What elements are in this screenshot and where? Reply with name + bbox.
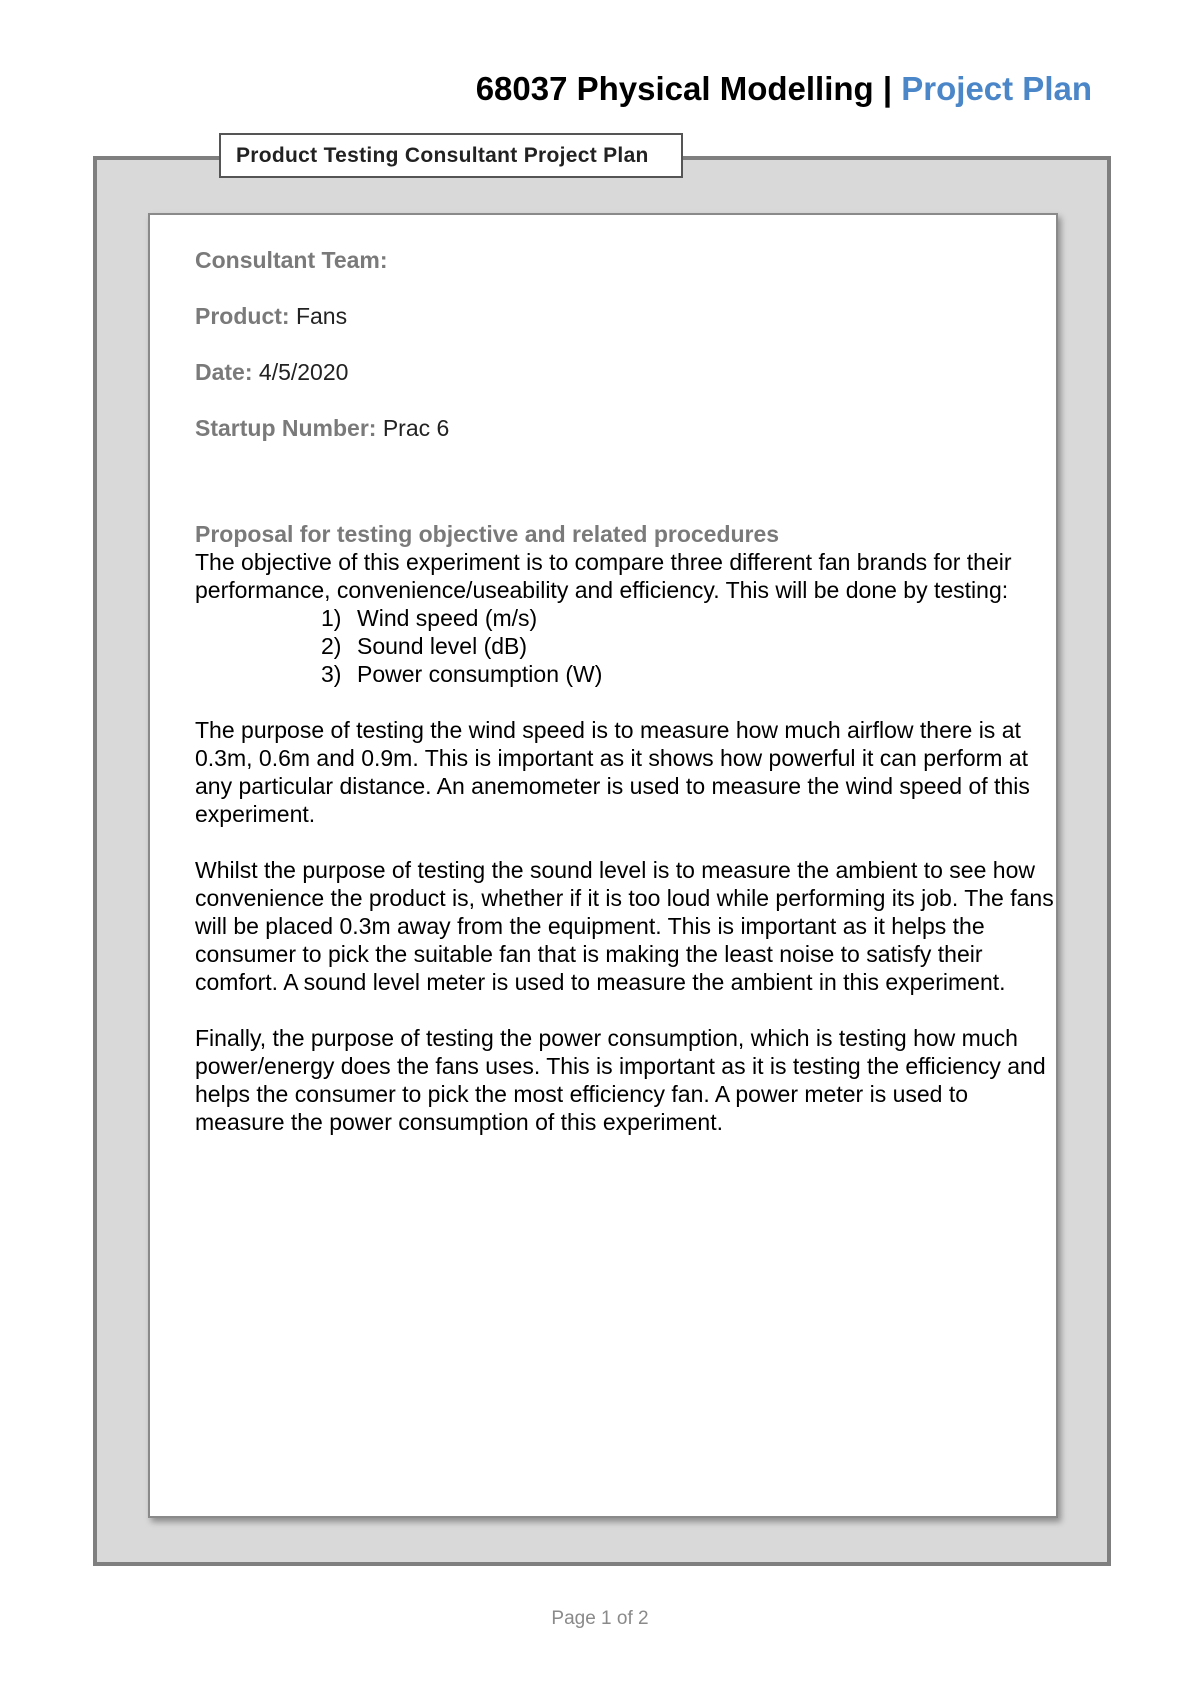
field-date	[195, 358, 1057, 386]
proposal-intro: The objective of this experiment is to compare three different fan brands for their performance, convenience/useability and efficiency. This will be done by testing:	[195, 549, 1012, 603]
list-text: Wind speed (m/s)	[357, 605, 538, 631]
paragraph-wind-speed: The purpose of testing the wind speed is to measure how much airflow there is at 0.3m, 0.6m and 0.9m. This is important as it shows how powerful it can perform at any particular distance. An anemometer is used to measure the wind speed of this experiment.	[195, 717, 1030, 827]
frame-label: Product Testing Consultant Project Plan	[219, 133, 683, 178]
test-list	[195, 604, 1057, 688]
header-title: 68037 Physical Modelling	[475, 70, 874, 107]
paragraph-sound-level: Whilst the purpose of testing the sound level is to measure the ambient to see how convenience the product is, whether if it is too loud while performing its job. The fans will be placed 0.3m away from the equipment. This is important as it helps the consumer to pick the suitable fan that is making the least noise to satisfy their comfort. A sound level meter is used to measure the ambient in this experiment.	[195, 857, 1054, 995]
field-value: Prac 6	[382, 415, 450, 441]
list-item	[195, 604, 1057, 632]
field-label: Startup Number:	[195, 415, 377, 441]
proposal-title: Proposal for testing objective and related procedures	[195, 521, 780, 547]
field-consultant-team	[195, 246, 1057, 274]
list-number: 3)	[321, 661, 342, 687]
list-text: Power consumption (W)	[357, 661, 603, 687]
list-number: 1)	[321, 605, 342, 631]
content-area	[195, 246, 1057, 1136]
field-value: 4/5/2020	[258, 359, 349, 385]
field-label: Consultant Team:	[195, 247, 388, 273]
paragraph-power-consumption: Finally, the purpose of testing the power consumption, which is testing how much power/energy does the fans uses. This is important as it is testing the efficiency and helps the consumer to pick the most efficiency fan. A power meter is used to measure the power consumption of this experiment.	[195, 1025, 1046, 1135]
page-number: Page 1 of 2	[551, 1608, 649, 1629]
field-label: Product:	[195, 303, 290, 329]
header-subtitle: Project Plan	[901, 70, 1092, 107]
list-number: 2)	[321, 633, 342, 659]
header-separator: |	[873, 70, 902, 107]
field-value: Fans	[295, 303, 348, 329]
list-item	[195, 632, 1057, 660]
list-text: Sound level (dB)	[357, 633, 528, 659]
field-label: Date:	[195, 359, 253, 385]
list-item	[195, 660, 1057, 688]
field-product	[195, 302, 1057, 330]
field-startup-number	[195, 414, 1057, 442]
document-header	[476, 70, 1092, 108]
